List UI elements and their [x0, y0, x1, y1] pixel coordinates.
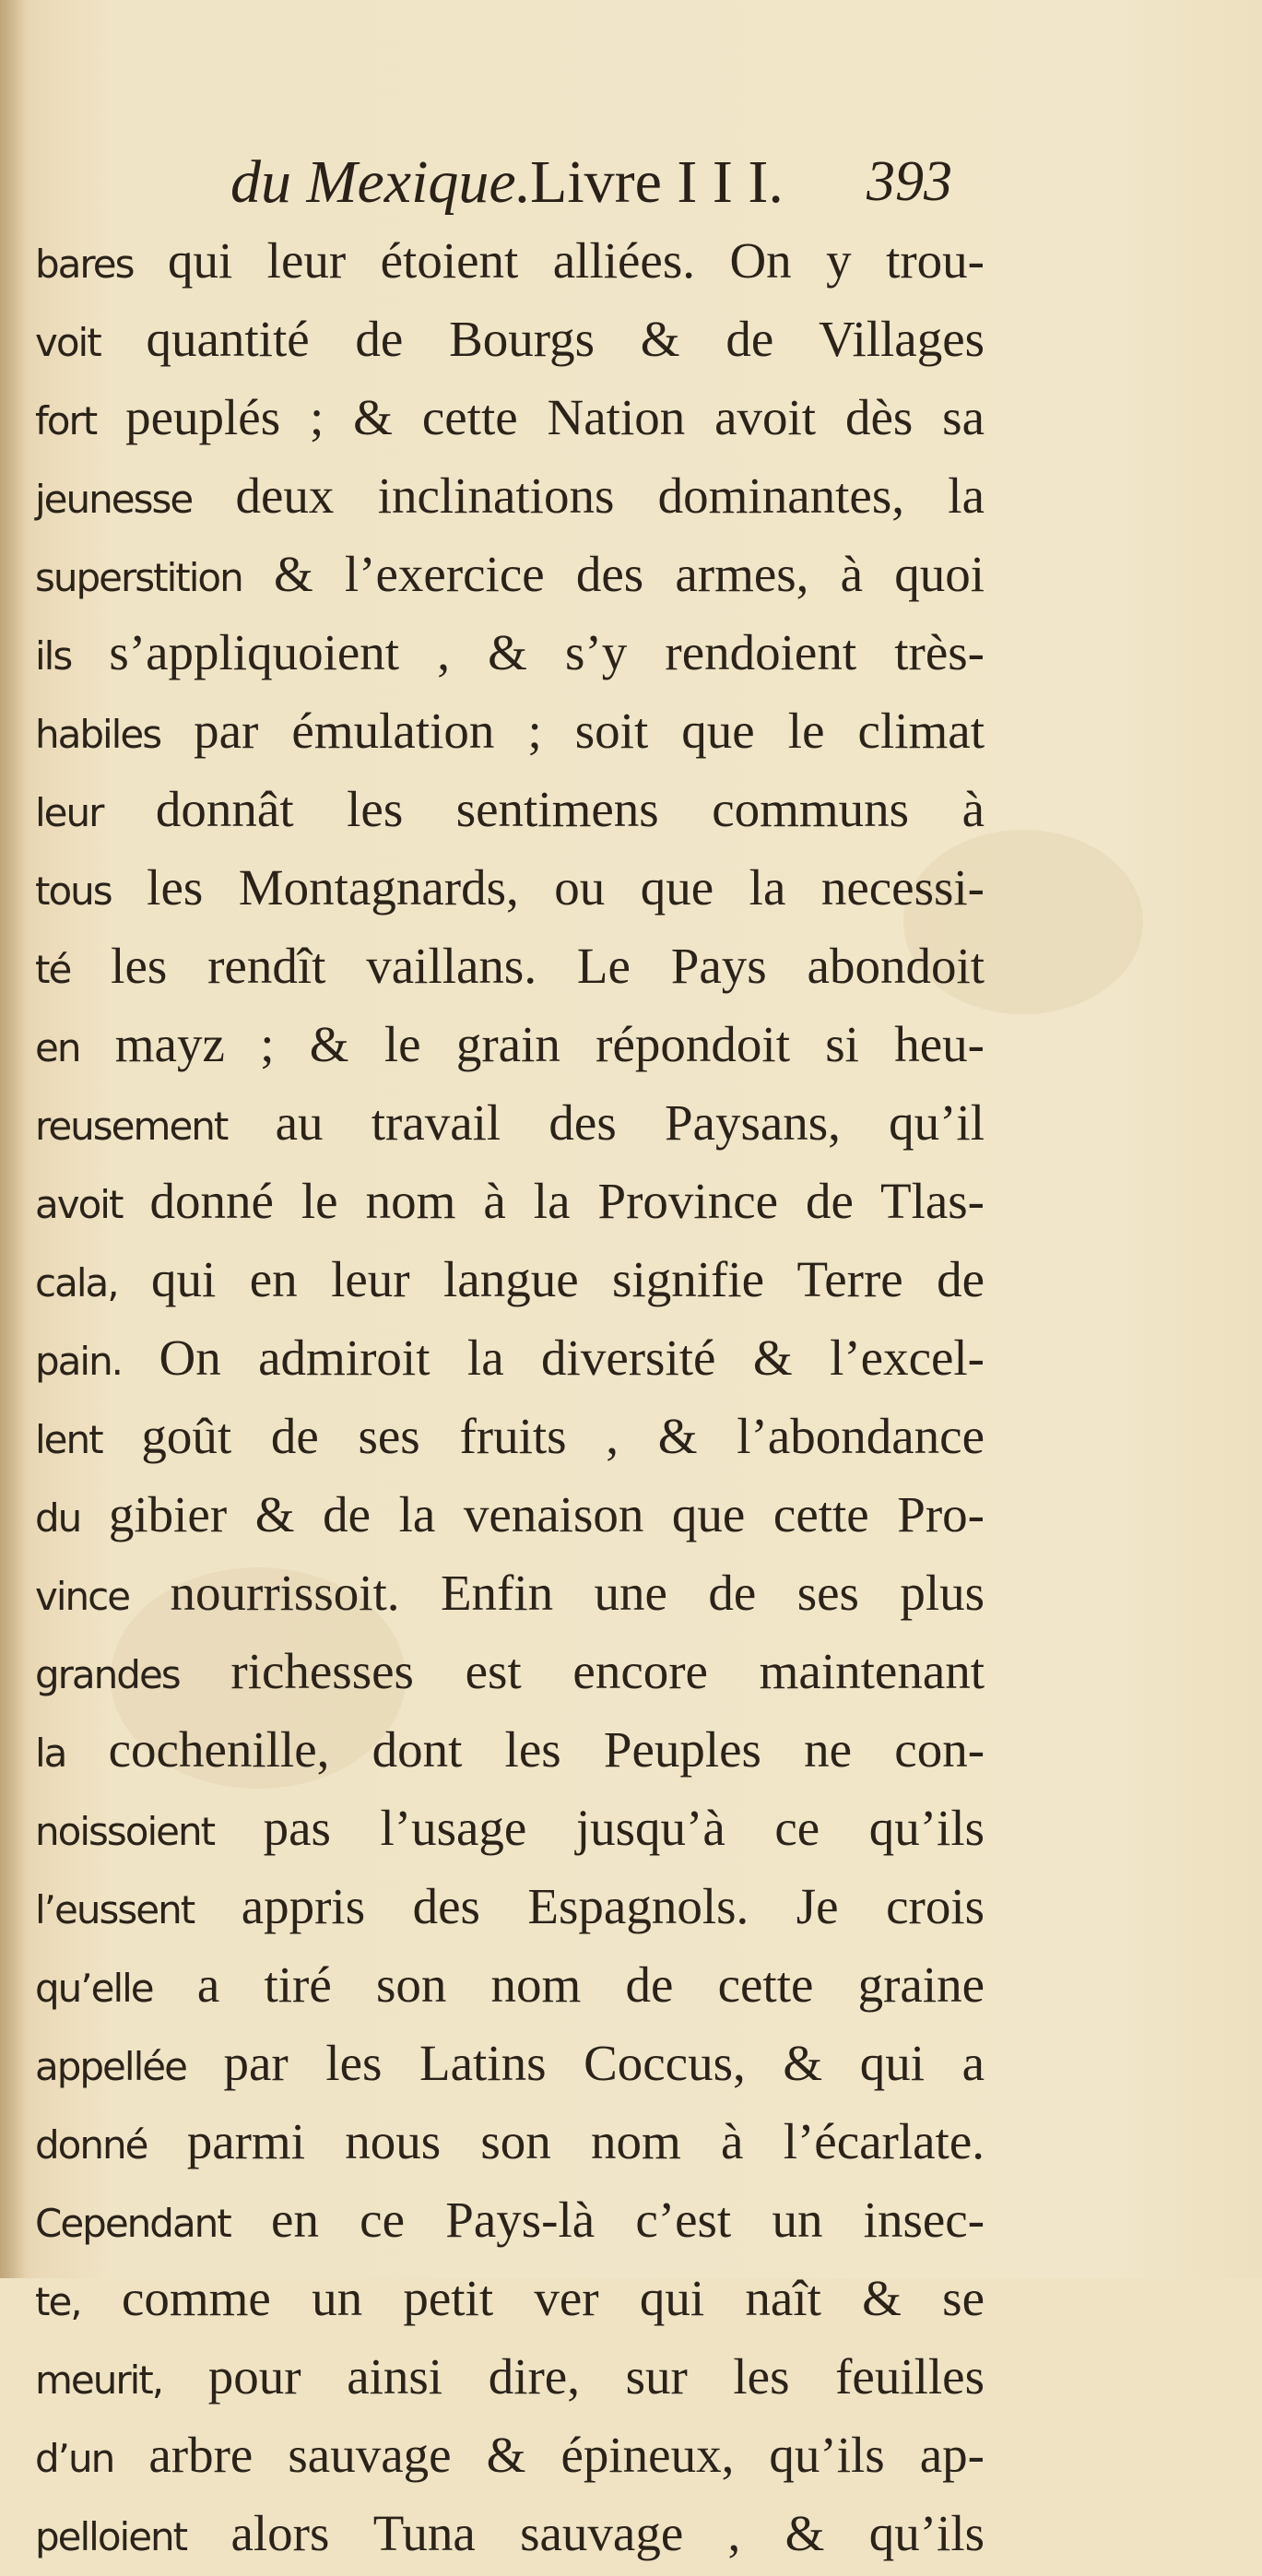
line-lead: Cependant	[35, 2201, 230, 2246]
line-lead: tous	[35, 869, 112, 914]
line-text: les Montagnards, ou que la necessi-	[147, 859, 985, 916]
line-text: appris des Espagnols. Je crois	[241, 1878, 985, 1934]
text-line	[35, 1162, 985, 1240]
line-lead: l’eussent	[35, 1887, 195, 1932]
line-text: qui en leur langue signifie Terre de	[151, 1251, 985, 1307]
line-text: & l’exercice des armes, à quoi	[273, 546, 985, 602]
line-text: pour ainsi dire, sur les feuilles	[207, 2348, 985, 2405]
line-lead: qu’elle	[35, 1966, 153, 2011]
line-lead: lent	[35, 1417, 102, 1462]
line-lead: voit	[35, 320, 100, 365]
line-text: alors Tuna sauvage , & qu’ils	[230, 2505, 985, 2561]
text-line	[35, 1554, 985, 1632]
line-lead: té	[35, 947, 71, 992]
text-line	[35, 1632, 985, 1710]
line-text: peuplés ; & cette Nation avoit dès sa	[125, 389, 985, 445]
line-text: donnât les sentimens communs à	[155, 781, 985, 837]
line-text: deux inclinations dominantes, la	[235, 467, 985, 524]
line-lead: habiles	[35, 712, 161, 757]
line-lead: cala,	[35, 1260, 118, 1306]
line-text: On admiroit la diversité & l’excel-	[159, 1329, 985, 1386]
line-lead: appellée	[35, 2044, 186, 2089]
line-text: richesses est encore maintenant	[230, 1643, 985, 1699]
line-text: par les Latins Coccus, & qui a	[223, 2035, 985, 2091]
line-lead: donné	[35, 2122, 147, 2168]
line-text: nourrissoit. Enfin une de ses plus	[170, 1565, 985, 1621]
text-line	[35, 1475, 985, 1554]
line-lead: superstition	[35, 555, 242, 600]
line-lead: en	[35, 1025, 80, 1070]
text-line	[35, 770, 985, 848]
line-lead: pelloient	[35, 2514, 187, 2559]
line-lead: jeunesse	[35, 477, 193, 522]
text-line	[35, 535, 985, 613]
line-text: cochenille, dont les Peuples ne con-	[108, 1721, 985, 1778]
text-line	[35, 2337, 985, 2416]
text-line	[35, 300, 985, 378]
running-title: du Mexique.	[230, 148, 532, 216]
line-lead: la	[35, 1731, 66, 1776]
text-line	[35, 1397, 985, 1475]
page-number: 393	[867, 150, 952, 213]
text-line	[35, 1083, 985, 1162]
text-line	[35, 2102, 985, 2180]
line-text: gibier & de la venaison que cette Pro-	[108, 1486, 985, 1542]
line-text: comme un petit ver qui naît & se	[121, 2270, 985, 2326]
line-lead: pain.	[35, 1339, 123, 1384]
line-text: qui leur étoient alliées. On y trou-	[167, 232, 985, 289]
text-line	[35, 2024, 985, 2102]
line-lead: leur	[35, 790, 103, 835]
book-label: Livre I I I.	[530, 148, 784, 216]
text-line	[35, 613, 985, 691]
text-line	[35, 2259, 985, 2337]
line-text: parmi nous son nom à l’écarlate.	[186, 2113, 985, 2169]
line-text: goût de ses fruits , & l’abondance	[141, 1408, 985, 1464]
text-line	[35, 691, 985, 770]
line-lead: meurit,	[35, 2357, 163, 2403]
text-line	[35, 927, 985, 1005]
text-line	[35, 1318, 985, 1397]
text-line	[35, 378, 985, 456]
text-line	[35, 1240, 985, 1318]
line-text: pas l’usage jusqu’à ce qu’ils	[263, 1800, 985, 1856]
line-text: par émulation ; soit que le climat	[194, 703, 985, 759]
line-lead: d’un	[35, 2436, 114, 2481]
line-text: donné le nom à la Province de Tlas-	[149, 1173, 985, 1229]
text-line	[35, 848, 985, 927]
body-text	[35, 221, 985, 2572]
line-text: a tiré son nom de cette graine	[196, 1956, 985, 2013]
text-line	[35, 2416, 985, 2494]
text-line	[35, 2494, 985, 2572]
text-line	[35, 1945, 985, 2024]
text-line	[35, 1867, 985, 1945]
line-lead: noissoient	[35, 1809, 215, 1854]
text-line	[35, 456, 985, 535]
line-text: arbre sauvage & épineux, qu’ils ap-	[148, 2427, 985, 2483]
text-line	[35, 221, 985, 300]
line-text: mayz ; & le grain répondoit si heu-	[114, 1016, 985, 1072]
line-lead: reusement	[35, 1104, 228, 1149]
line-lead: grandes	[35, 1652, 180, 1697]
line-text: au travail des Paysans, qu’il	[275, 1094, 985, 1151]
line-lead: ils	[35, 633, 72, 679]
gutter-shadow	[0, 0, 26, 2278]
line-lead: bares	[35, 242, 134, 287]
line-lead: fort	[35, 398, 97, 443]
page-header	[230, 148, 1042, 221]
text-line	[35, 1789, 985, 1867]
text-line	[35, 1710, 985, 1789]
line-text: en ce Pays-là c’est un insec-	[271, 2192, 985, 2248]
line-text: les rendît vaillans. Le Pays abondoit	[111, 938, 985, 994]
line-text: quantité de Bourgs & de Villages	[146, 311, 985, 367]
line-lead: avoit	[35, 1182, 123, 1227]
line-lead: vince	[35, 1574, 130, 1619]
line-text: s’appliquoient , & s’y rendoient très-	[109, 624, 985, 680]
line-lead: du	[35, 1495, 81, 1541]
text-line	[35, 1005, 985, 1083]
text-line	[35, 2180, 985, 2259]
line-lead: te,	[35, 2279, 81, 2324]
